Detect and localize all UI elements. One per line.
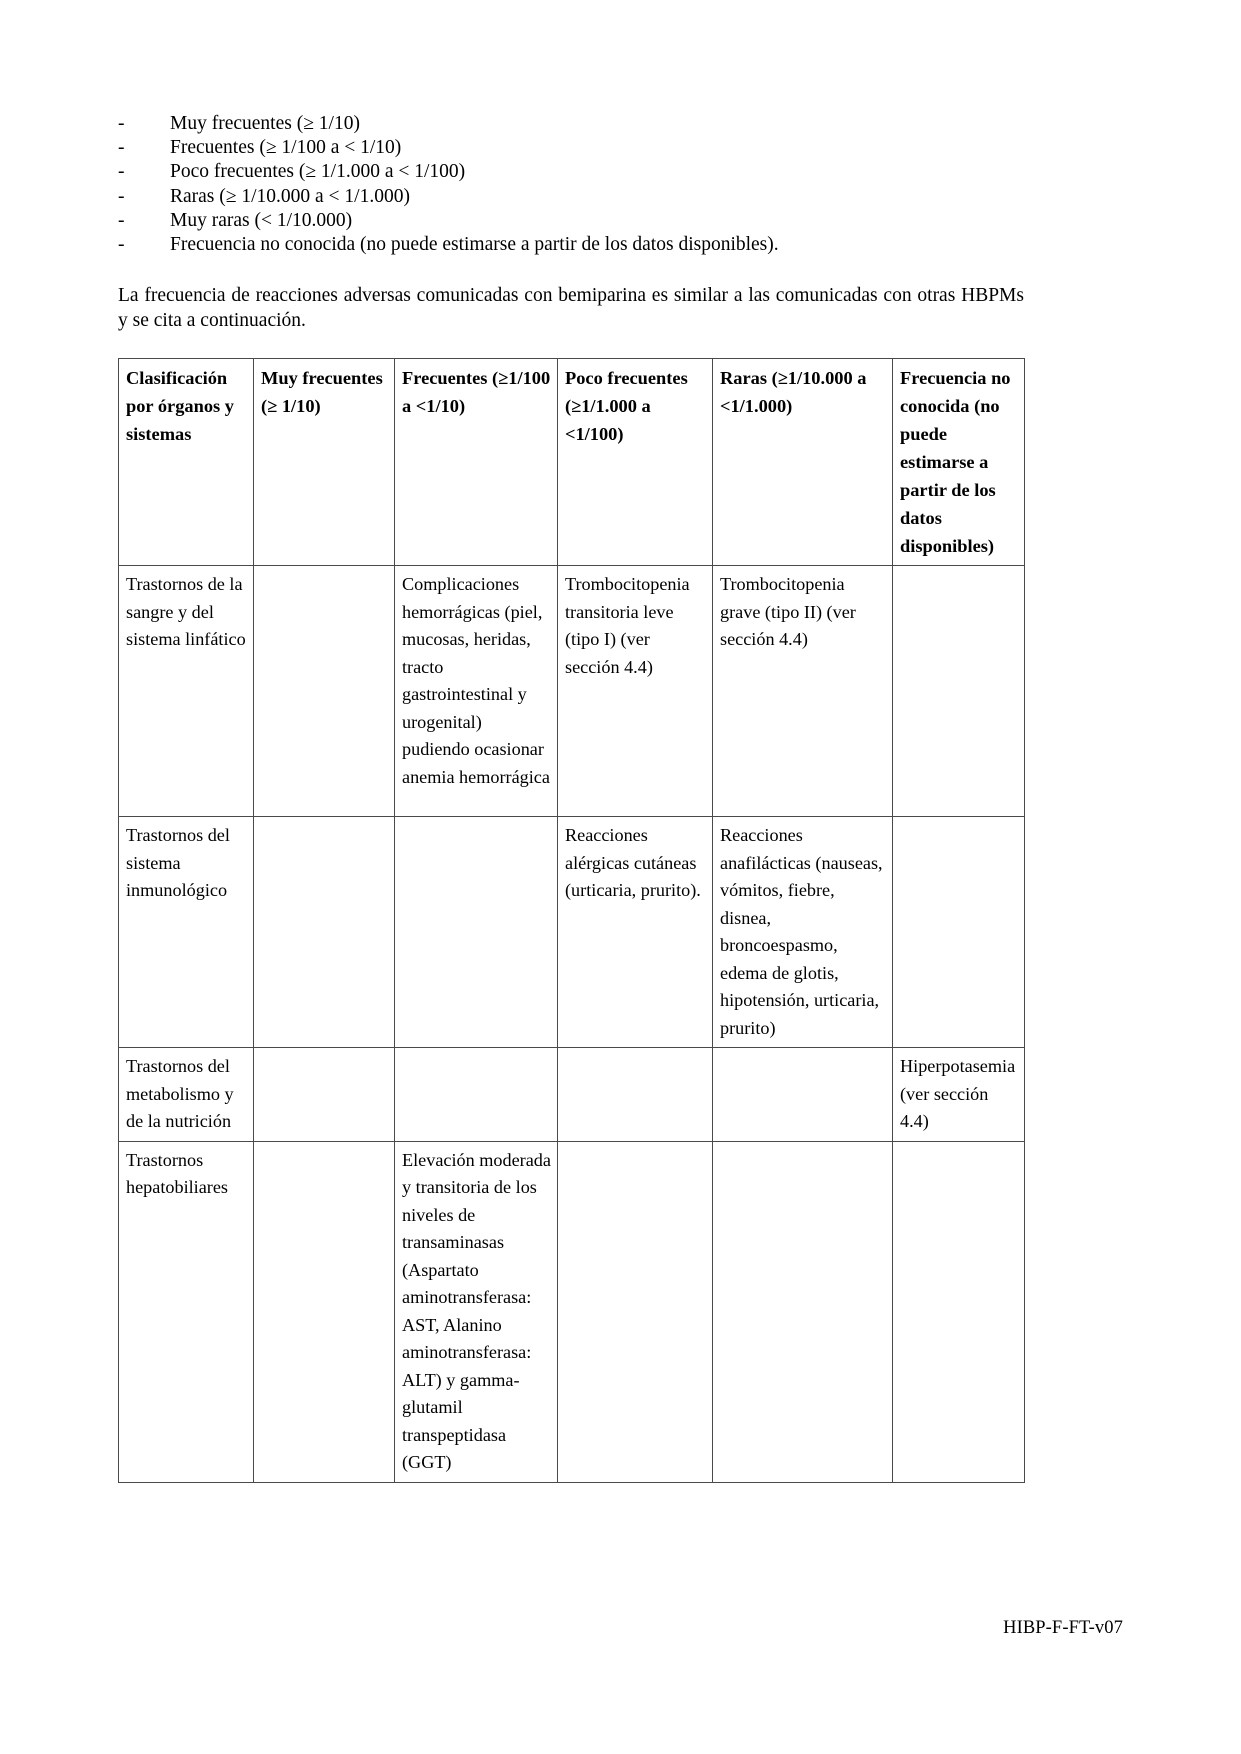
adverse-reactions-table — [118, 358, 1025, 1483]
page-content — [118, 112, 1028, 1483]
table-header-row — [119, 359, 1025, 566]
list-bullet-dash: - — [118, 137, 125, 159]
list-bullet-dash: - — [118, 209, 125, 231]
cell-unknown — [893, 1141, 1025, 1482]
cell-very-frequent — [254, 1141, 395, 1482]
cell-uncommon: Reacciones alérgicas cutáneas (urticaria, prurito). — [558, 817, 713, 1048]
list-item-label: Muy frecuentes (≥ 1/10) — [170, 113, 360, 134]
list-item — [118, 209, 1028, 233]
list-item — [118, 136, 1028, 160]
cell-very-frequent — [254, 566, 395, 817]
list-bullet-dash: - — [118, 234, 125, 256]
cell-system: Trastornos del sistema inmunológico — [119, 817, 254, 1048]
cell-uncommon — [558, 1048, 713, 1142]
list-bullet-dash: - — [118, 113, 125, 134]
cell-unknown — [893, 566, 1025, 817]
cell-system: Trastornos hepatobiliares — [119, 1141, 254, 1482]
cell-uncommon: Trombocitopenia transitoria leve (tipo I) (ver sección 4.4) — [558, 566, 713, 817]
list-bullet-dash: - — [118, 185, 125, 207]
cell-system: Trastornos de la sangre y del sistema linfático — [119, 566, 254, 817]
cell-very-frequent — [254, 1048, 395, 1142]
cell-unknown: Hiperpotasemia (ver sección 4.4) — [893, 1048, 1025, 1142]
column-header-uncommon: Poco frecuentes (≥1/1.000 a <1/100) — [558, 359, 713, 566]
intro-paragraph: La frecuencia de reacciones adversas comunicadas con bemiparina es similar a las comunicadas con otras HBPMs y se cita a continuación. — [118, 285, 1024, 332]
cell-rare — [713, 1141, 893, 1482]
page-footer-code: HIBP-F-FT-v07 — [1003, 1618, 1123, 1638]
cell-very-frequent — [254, 817, 395, 1048]
cell-frequent: Elevación moderada y transitoria de los niveles de transaminasas (Aspartato aminotransferasa: AST, Alanino aminotransferasa: ALT) y gamma-glutamil transpeptidasa (GGT) — [395, 1141, 558, 1482]
list-item-label: Poco frecuentes (≥ 1/1.000 a < 1/100) — [170, 161, 466, 183]
list-item — [118, 233, 1028, 257]
list-item-label: Muy raras (< 1/10.000) — [170, 209, 353, 231]
column-header-very-frequent: Muy frecuentes (≥ 1/10) — [254, 359, 395, 566]
cell-frequent — [395, 817, 558, 1048]
list-item — [118, 160, 1028, 184]
cell-rare: Trombocitopenia grave (tipo II) (ver sección 4.4) — [713, 566, 893, 817]
list-item-label: Raras (≥ 1/10.000 a < 1/1.000) — [170, 185, 410, 207]
table-row — [119, 1141, 1025, 1482]
cell-system: Trastornos del metabolismo y de la nutrición — [119, 1048, 254, 1142]
cell-rare: Reacciones anafilácticas (nauseas, vómitos, fiebre, disnea, broncoespasmo, edema de glotis, hipotensión, urticaria, prurito) — [713, 817, 893, 1048]
cell-rare — [713, 1048, 893, 1142]
list-item — [118, 112, 1028, 136]
frequency-definitions-list — [118, 112, 1028, 257]
cell-frequent: Complicaciones hemorrágicas (piel, mucosas, heridas, tracto gastrointestinal y urogenital) pudiendo ocasionar anemia hemorrágica — [395, 566, 558, 817]
list-item — [118, 185, 1028, 209]
table-row — [119, 817, 1025, 1048]
list-item-label: Frecuencia no conocida (no puede estimarse a partir de los datos disponibles). — [170, 234, 779, 256]
cell-uncommon — [558, 1141, 713, 1482]
list-item-label: Frecuentes (≥ 1/100 a < 1/10) — [170, 137, 402, 159]
table-row — [119, 1048, 1025, 1142]
cell-unknown — [893, 817, 1025, 1048]
column-header-rare: Raras (≥1/10.000 a <1/1.000) — [713, 359, 893, 566]
column-header-unknown: Frecuencia no conocida (no puede estimarse a partir de los datos disponibles) — [893, 359, 1025, 566]
cell-frequent — [395, 1048, 558, 1142]
table-row — [119, 566, 1025, 817]
column-header-system: Clasificación por órganos y sistemas — [119, 359, 254, 566]
column-header-frequent: Frecuentes (≥1/100 a <1/10) — [395, 359, 558, 566]
list-bullet-dash: - — [118, 161, 125, 183]
